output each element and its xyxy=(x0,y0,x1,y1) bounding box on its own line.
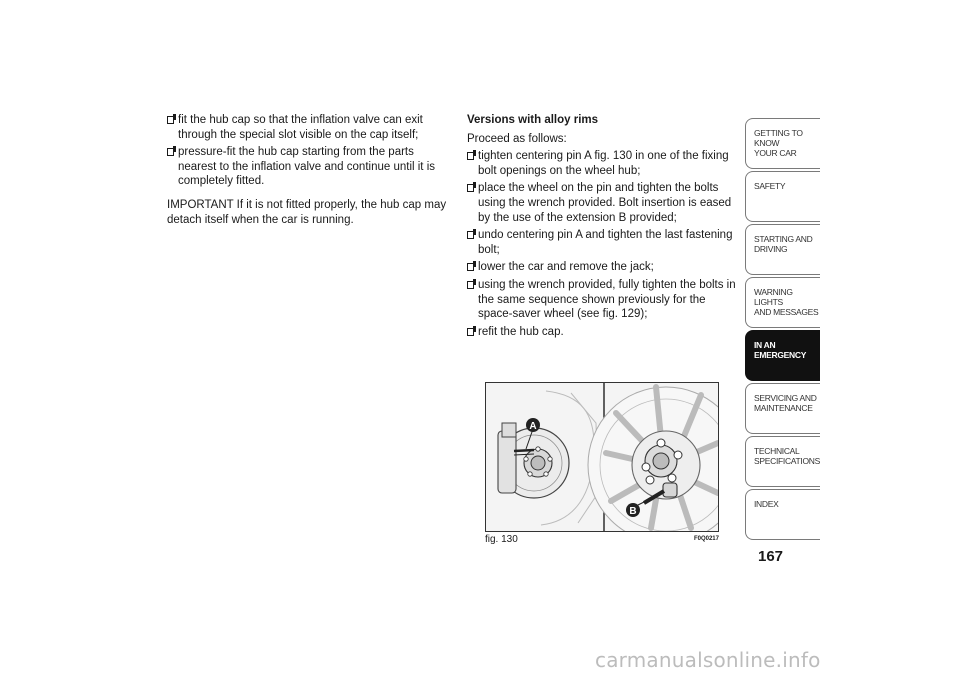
chapter-tabs xyxy=(745,118,820,542)
checkbox-bullet-icon xyxy=(467,281,474,289)
label-b: B xyxy=(629,506,637,517)
list-item-text: fit the hub cap so that the inflation valve can exit through the special slot visible on the cap itself; xyxy=(178,114,423,141)
right-column xyxy=(467,113,742,342)
tab-warning-lights-and-messages[interactable] xyxy=(745,277,820,328)
tab-label-line2: EMERGENCY xyxy=(754,350,807,360)
checkbox-bullet-icon xyxy=(467,328,474,336)
list-item xyxy=(467,228,742,257)
important-note: IMPORTANT If it is not fitted properly, the hub cap may detach itself when the car is running. xyxy=(167,198,447,226)
list-item xyxy=(467,181,742,225)
checkbox-bullet-icon xyxy=(167,116,174,124)
left-column xyxy=(167,113,447,227)
list-item xyxy=(167,145,447,189)
tab-label-line1: WARNING LIGHTS xyxy=(754,287,793,307)
tab-label-line1: TECHNICAL xyxy=(754,446,800,456)
list-item-text: lower the car and remove the jack; xyxy=(478,261,654,274)
section-heading: Versions with alloy rims xyxy=(467,114,599,126)
wheel-illustration xyxy=(485,382,719,532)
intro-text: Proceed as follows: xyxy=(467,132,567,145)
list-item-text: tighten centering pin A fig. 130 in one of the fixing bolt openings on the wheel hub; xyxy=(478,150,729,177)
tab-label-line1: GETTING TO KNOW xyxy=(754,128,803,148)
figure-caption-text: fig. 130 xyxy=(485,534,518,545)
checkbox-bullet-icon xyxy=(467,263,474,271)
list-item-text: using the wrench provided, fully tighten the bolts in the same sequence shown previously for the space-saver wheel (see fig. 129); xyxy=(478,278,736,321)
figure-caption xyxy=(485,534,719,545)
tab-safety[interactable] xyxy=(745,171,820,222)
checkbox-bullet-icon xyxy=(467,152,474,160)
label-a: A xyxy=(529,421,537,432)
list-item xyxy=(467,278,742,322)
list-item-text: undo centering pin A and tighten the last fastening bolt; xyxy=(478,229,733,256)
tab-starting-and-driving[interactable] xyxy=(745,224,820,275)
list-item xyxy=(467,260,742,275)
tab-label-line1: SERVICING AND xyxy=(754,393,817,403)
tab-label-line1: SAFETY xyxy=(754,181,786,191)
page-number: 167 xyxy=(758,548,784,565)
list-item-text: place the wheel on the pin and tighten the bolts using the wrench provided. Bolt insertion is eased by the use of the extension B provided; xyxy=(478,182,732,224)
tab-servicing-and-maintenance[interactable] xyxy=(745,383,820,434)
list-item xyxy=(467,149,742,178)
tab-label-line1: IN AN xyxy=(754,340,776,350)
tab-label-line2: YOUR CAR xyxy=(754,148,797,158)
list-item xyxy=(467,325,742,340)
checkbox-bullet-icon xyxy=(467,231,474,239)
checkbox-bullet-icon xyxy=(467,184,474,192)
tab-index[interactable] xyxy=(745,489,820,540)
tab-getting-to-know-your-car[interactable] xyxy=(745,118,820,169)
list-item xyxy=(167,113,447,142)
tab-label-line1: INDEX xyxy=(754,499,779,509)
figure-code: F0Q0217 xyxy=(693,536,719,542)
tab-label-line2: SPECIFICATIONS xyxy=(754,456,821,466)
watermark: carmanualsonline.info xyxy=(595,648,821,672)
tab-label-line2: DRIVING xyxy=(754,244,788,254)
list-item-text: refit the hub cap. xyxy=(478,325,564,338)
list-item-text: pressure-fit the hub cap starting from the parts nearest to the inflation valve and continue until it is completely fitted. xyxy=(178,146,435,188)
tab-label-line2: MAINTENANCE xyxy=(754,403,813,413)
checkbox-bullet-icon xyxy=(167,148,174,156)
tab-label-line1: STARTING AND xyxy=(754,234,813,244)
tab-in-an-emergency[interactable] xyxy=(745,330,820,381)
tab-label-line2: AND MESSAGES xyxy=(754,307,819,317)
tab-technical-specifications[interactable] xyxy=(745,436,820,487)
